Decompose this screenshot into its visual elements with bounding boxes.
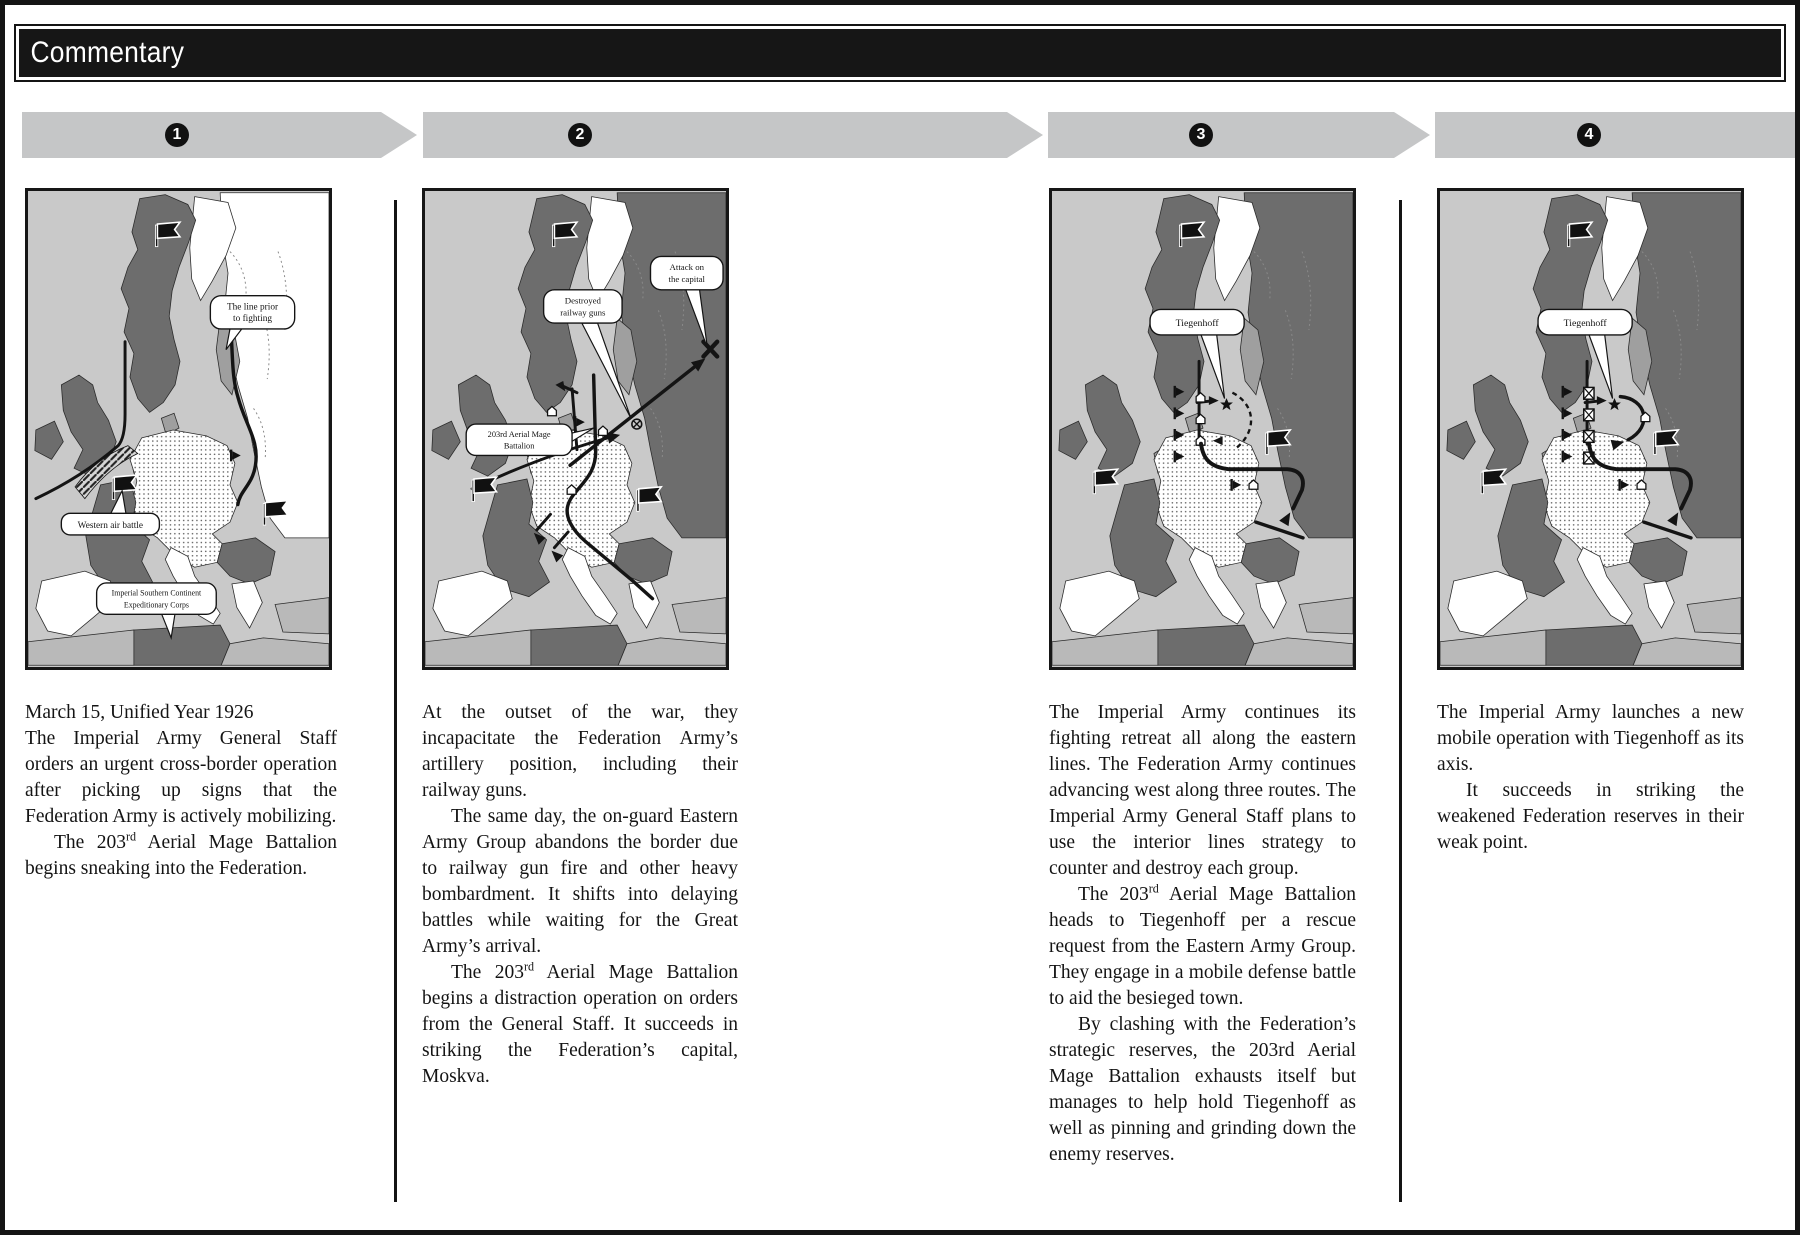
commentary-paragraph: It succeeds in striking the weakened Federation reserves in their weak point. (1437, 780, 1744, 853)
commentary-column-1 (25, 700, 337, 882)
svg-text:The line prior: The line prior (226, 302, 279, 313)
europe-map-2 (425, 191, 726, 667)
europe-map-3 (1052, 191, 1353, 667)
map-panel-2 (422, 188, 729, 670)
commentary-paragraph: The Imperial Army continues its fighting retreat all along the eastern lines. The Federation Army continues advancing west along three routes. The Imperial Army General Staff plans to use the interior lines strategy to counter and destroy each group. (1049, 702, 1356, 879)
commentary-column-2 (422, 700, 738, 1090)
svg-text:to fighting: to fighting (233, 314, 273, 325)
commentary-paragraph: By clashing with the Federation’s strategic reserves, the 203rd Aerial Mage Battalion exhausts itself but manages to help hold Tiegenhoff as well as pinning and grinding down the enemy reserves. (1049, 1014, 1356, 1165)
svg-text:the capital: the capital (668, 273, 706, 284)
step-number-1: 1 (165, 123, 189, 147)
commentary-header-bar (19, 29, 1781, 77)
europe-map-4 (1440, 191, 1741, 667)
commentary-paragraph: The Imperial Army launches a new mobile operation with Tiegenhoff as its axis. (1437, 702, 1744, 775)
step-number-2: 2 (568, 123, 592, 147)
svg-text:Tiegenhoff: Tiegenhoff (1563, 318, 1607, 330)
commentary-paragraph: The 203rd Aerial Mage Battalion begins sneaking into the Federation. (25, 829, 337, 879)
map-panel-3 (1049, 188, 1356, 670)
page-title: Commentary (30, 36, 185, 69)
svg-text:Western air battle: Western air battle (77, 521, 144, 532)
europe-map-1 (28, 191, 329, 667)
step-banner-4 (1435, 112, 1795, 158)
column-divider-1 (394, 200, 397, 1202)
commentary-column-4 (1437, 700, 1744, 856)
svg-text:Expeditionary Corps: Expeditionary Corps (123, 600, 189, 610)
commentary-paragraph: The Imperial Army General Staff orders an urgent cross-border operation after picking up signs that the Federation Army is actively mobilizing. (25, 728, 337, 827)
svg-text:railway guns: railway guns (560, 307, 606, 318)
column-divider-2 (1399, 200, 1402, 1202)
commentary-header (14, 24, 1786, 82)
step-banner-1 (22, 112, 417, 158)
date-heading: March 15, Unified Year 1926 (25, 702, 254, 723)
svg-text:Battalion: Battalion (503, 441, 535, 451)
svg-text:Tiegenhoff: Tiegenhoff (1175, 318, 1219, 330)
step-number-3: 3 (1189, 123, 1213, 147)
step-number-4: 4 (1577, 123, 1601, 147)
commentary-paragraph: The 203rd Aerial Mage Battalion heads to Tiegenhoff per a rescue request from the Eastern Army Group. They engage in a mobile defense battle to aid the besieged town. (1049, 881, 1356, 1009)
map-panel-1 (25, 188, 332, 670)
map-panel-4 (1437, 188, 1744, 670)
commentary-paragraph: The 203rd Aerial Mage Battalion begins a distraction operation on orders from the General Staff. It succeeds in striking the Federation’s capital, Moskva. (422, 959, 738, 1087)
step-banner-2 (423, 112, 1043, 158)
svg-text:Imperial Southern Continent: Imperial Southern Continent (111, 588, 202, 598)
commentary-paragraph: At the outset of the war, they incapacitate the Federation Army’s artillery position, including their railway guns. (422, 702, 738, 801)
svg-text:Destroyed: Destroyed (564, 295, 601, 306)
commentary-paragraph: The same day, the on-guard Eastern Army Group abandons the border due to railway gun fire and other heavy bombardment. It shifts into delaying battles while waiting for the Great Army’s arrival. (422, 806, 738, 957)
svg-text:Attack on: Attack on (669, 262, 705, 273)
svg-text:203rd Aerial Mage: 203rd Aerial Mage (487, 429, 551, 439)
step-banner-3 (1048, 112, 1430, 158)
commentary-column-3 (1049, 700, 1356, 1168)
